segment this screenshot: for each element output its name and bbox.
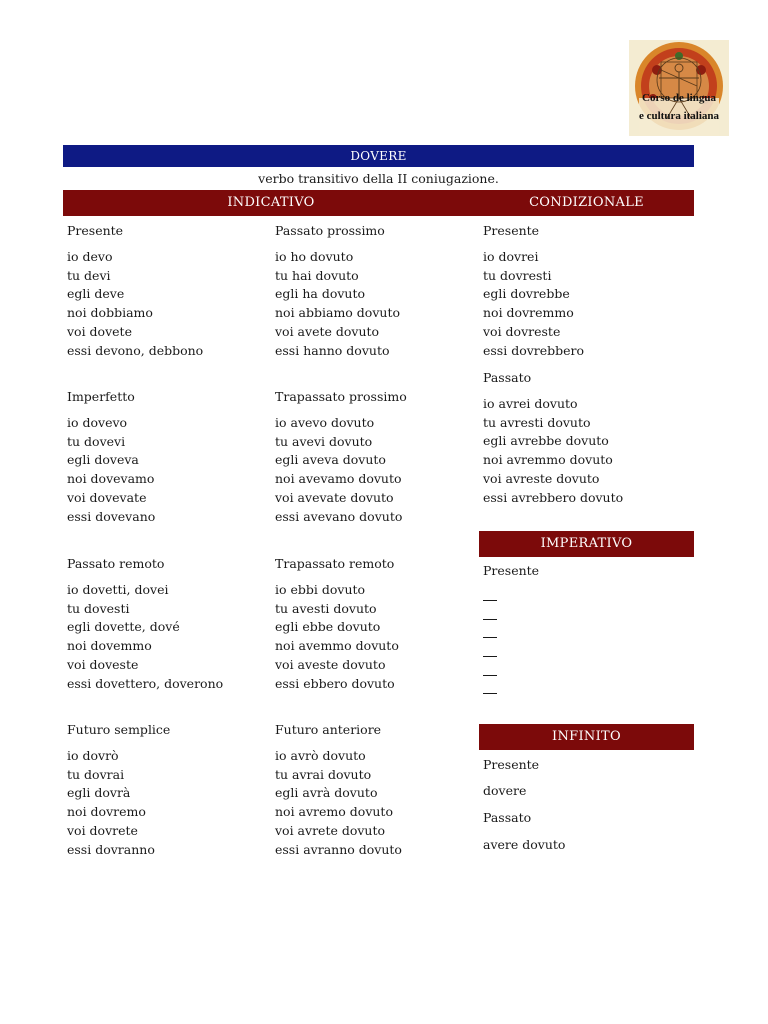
verb-form: voi dovete <box>67 323 132 339</box>
blank-line <box>483 588 497 601</box>
verb-form: tu dovrai <box>67 766 125 782</box>
tense-block-trapassato-remoto <box>275 555 475 693</box>
verb-form: noi dovremmo <box>483 305 574 321</box>
blank-form <box>483 588 683 607</box>
tense-label: Futuro anteriore <box>275 722 382 737</box>
blank-line <box>483 644 497 657</box>
verb-form: noi avremo dovuto <box>275 804 393 820</box>
blank-line <box>483 625 497 638</box>
verb-form: tu dovresti <box>483 267 552 283</box>
verb-form: tu avrai dovuto <box>275 766 372 782</box>
verb-form: io dovetti, dovei <box>67 582 169 597</box>
verb-form: tu avesti dovuto <box>275 600 377 616</box>
tense-block-condizionale-passato <box>483 369 683 507</box>
section-imperativo: IMPERATIVO <box>479 531 694 557</box>
verb-form: tu avresti dovuto <box>483 414 591 430</box>
verb-form: voi avevate dovuto <box>275 489 394 505</box>
blank-form <box>483 625 683 644</box>
verb-form: io avevo dovuto <box>275 415 375 430</box>
verb-form: voi avrete dovuto <box>275 822 386 838</box>
verb-form: tu dovevi <box>67 433 126 449</box>
tense-label: Passato prossimo <box>275 223 385 238</box>
tense-label: Imperfetto <box>67 389 135 404</box>
verb-form: voi dovreste <box>483 323 561 339</box>
verb-form: io ebbi dovuto <box>275 582 366 597</box>
verb-form: io ho dovuto <box>275 249 354 264</box>
verb-title-bar: DOVERE <box>63 145 694 167</box>
verb-form: essi avranno dovuto <box>275 841 402 857</box>
verb-form: essi dovettero, doverono <box>67 675 224 691</box>
verb-form: noi dobbiamo <box>67 305 153 321</box>
verb-form: voi aveste dovuto <box>275 656 386 672</box>
verb-form: egli deve <box>67 286 125 302</box>
verb-form: egli doveva <box>67 452 139 468</box>
verb-description: verbo transitivo della II coniugazione. <box>258 171 499 186</box>
section-condizionale: CONDIZIONALE <box>479 190 694 216</box>
tense-label: Passato <box>483 370 532 385</box>
verb-form: io dovevo <box>67 415 128 430</box>
verb-form: noi dovevamo <box>67 471 155 487</box>
verb-form: noi dovremo <box>67 804 146 820</box>
infinito-passato-label: Passato <box>483 810 532 825</box>
verb-form: voi avete dovuto <box>275 323 380 339</box>
tense-label: Presente <box>483 223 540 238</box>
tense-block-futuro-anteriore <box>275 721 475 859</box>
verb-form: voi avreste dovuto <box>483 470 600 486</box>
tense-block-passato-remoto <box>67 555 267 693</box>
verb-form: voi dovevate <box>67 489 147 505</box>
verb-form: tu devi <box>67 267 111 283</box>
tense-block-imperfetto <box>67 388 267 526</box>
logo-text-line1: Corso de lingua <box>642 92 716 104</box>
blank-line <box>483 607 497 620</box>
tense-block-passato-prossimo <box>275 222 475 360</box>
verb-form: tu hai dovuto <box>275 267 359 283</box>
verb-form: noi abbiamo dovuto <box>275 305 400 321</box>
section-indicativo: INDICATIVO <box>63 190 479 216</box>
verb-form: noi avevamo dovuto <box>275 471 402 487</box>
verb-form: io avrei dovuto <box>483 396 578 411</box>
tense-label: Passato remoto <box>67 556 165 571</box>
tense-label: Trapassato remoto <box>275 556 395 571</box>
section-infinito: INFINITO <box>479 724 694 750</box>
tense-label: Presente <box>67 223 124 238</box>
verb-form: egli ha dovuto <box>275 286 366 302</box>
verb-form: voi doveste <box>67 656 139 672</box>
verb-form: essi ebbero dovuto <box>275 675 395 691</box>
tense-label: Trapassato prossimo <box>275 389 407 404</box>
verb-form: noi avemmo dovuto <box>275 638 399 654</box>
tense-block-presente <box>67 222 267 360</box>
verb-form: tu dovesti <box>67 600 130 616</box>
logo-text-line2: e cultura italiana <box>638 110 720 122</box>
verb-form: egli dovette, dové <box>67 619 180 635</box>
tense-block-imperativo-presente <box>483 562 683 700</box>
blank-form <box>483 644 683 663</box>
infinito-presente-form: dovere <box>483 783 527 798</box>
verb-form: egli ebbe dovuto <box>275 619 381 635</box>
verb-form: noi dovemmo <box>67 638 152 654</box>
infinito-passato-form: avere dovuto <box>483 837 566 852</box>
verb-form: io dovrò <box>67 748 119 763</box>
verb-form: egli dovrebbe <box>483 286 570 302</box>
blank-form <box>483 681 683 700</box>
verb-form: essi avrebbero dovuto <box>483 489 624 505</box>
blank-line <box>483 663 497 676</box>
tense-label: Futuro semplice <box>67 722 171 737</box>
verb-form: egli avrebbe dovuto <box>483 433 609 449</box>
blank-form <box>483 607 683 626</box>
tense-label: Presente <box>483 563 540 578</box>
verb-form: noi avremmo dovuto <box>483 452 613 468</box>
verb-form: essi dovrebbero <box>483 342 585 358</box>
blank-form <box>483 663 683 682</box>
tense-block-trapassato-prossimo <box>275 388 475 526</box>
verb-form: egli avrà dovuto <box>275 785 378 801</box>
verb-form: essi hanno dovuto <box>275 342 390 358</box>
verb-form: essi avevano dovuto <box>275 508 403 524</box>
verb-form: tu avevi dovuto <box>275 433 373 449</box>
verb-form: io avrò dovuto <box>275 748 366 763</box>
verb-form: io devo <box>67 249 113 264</box>
verb-form: essi dovevano <box>67 508 156 524</box>
verb-form: essi dovranno <box>67 841 155 857</box>
course-logo <box>629 40 729 136</box>
verb-form: egli aveva dovuto <box>275 452 386 468</box>
tense-block-futuro-semplice <box>67 721 267 859</box>
blank-line <box>483 681 497 694</box>
verb-form: egli dovrà <box>67 785 131 801</box>
tense-block-condizionale-presente <box>483 222 683 360</box>
infinito-presente-label: Presente <box>483 757 540 772</box>
verb-form: essi devono, debbono <box>67 342 204 358</box>
verb-form: io dovrei <box>483 249 539 264</box>
verb-form: voi dovrete <box>67 822 138 838</box>
